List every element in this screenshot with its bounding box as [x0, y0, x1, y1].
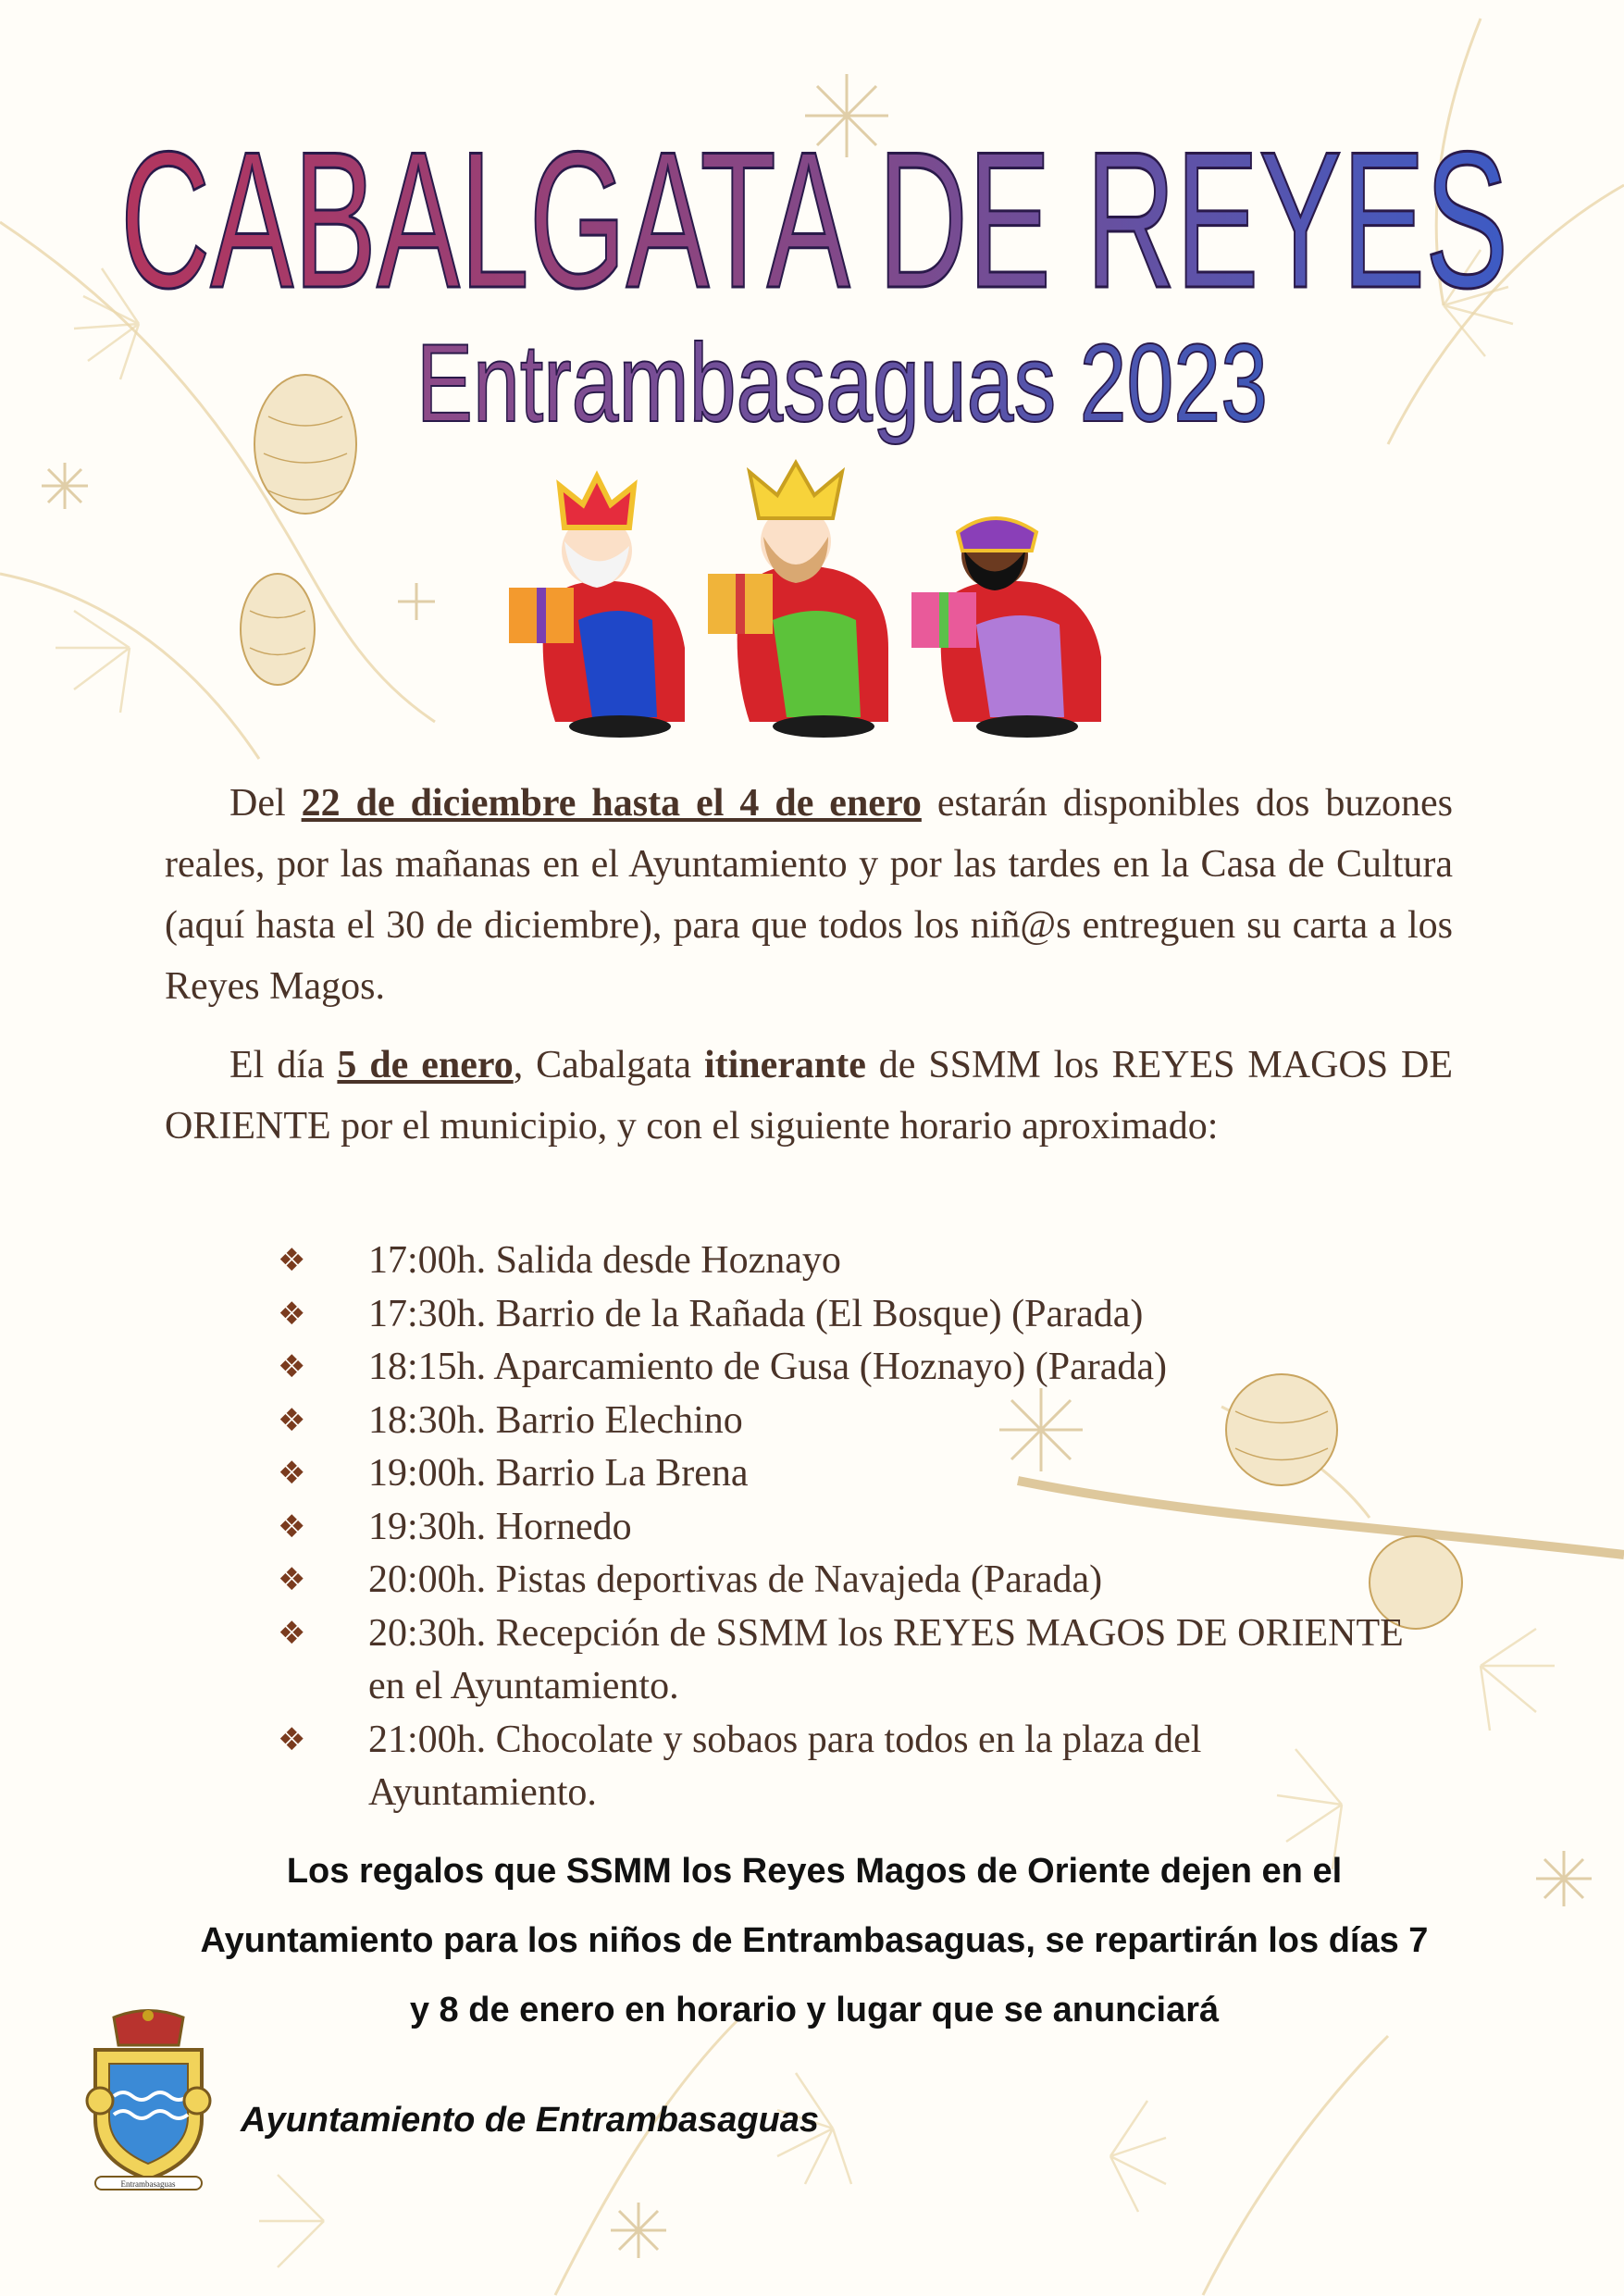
- diamond-bullet-icon: ❖: [278, 1401, 306, 1439]
- diamond-bullet-icon: ❖: [278, 1242, 306, 1279]
- schedule-item: ❖ 17:30h. Barrio de la Rañada (El Bosque) (Parada): [278, 1288, 1434, 1342]
- intro-date-range: 22 de diciembre hasta el 4 de enero: [301, 782, 922, 825]
- intro-paragraph: [165, 773, 1453, 1017]
- diamond-bullet-icon: ❖: [278, 1455, 306, 1492]
- diamond-bullet-icon: ❖: [278, 1508, 306, 1545]
- parade-itinerant: itinerante: [703, 1044, 866, 1086]
- poster-subtitle: [407, 315, 1277, 444]
- poster-title: [102, 65, 1527, 342]
- notice-line-1: Los regalos que SSMM los Reyes Magos de Oriente dejen en el: [286, 1852, 1343, 1891]
- diamond-bullet-icon: ❖: [278, 1348, 306, 1385]
- king-blue: [509, 477, 685, 738]
- municipal-crest-icon: [63, 2008, 234, 2193]
- diamond-bullet-icon: ❖: [278, 1295, 306, 1333]
- schedule-item: ❖ 20:00h. Pistas deportivas de Navajeda (Parada): [278, 1554, 1434, 1607]
- schedule-item: ❖ 17:00h. Salida desde Hoznayo: [278, 1235, 1434, 1288]
- intro-pre: Del: [229, 782, 302, 825]
- parade-pre: El día: [229, 1044, 338, 1086]
- crest-label: Entrambasaguas: [120, 2179, 176, 2189]
- gift-notice: [102, 1837, 1527, 2045]
- schedule-item: ❖ 18:30h. Barrio Elechino: [278, 1395, 1434, 1448]
- schedule-list: [278, 1235, 1434, 1820]
- schedule-item: ❖ 19:00h. Barrio La Brena: [278, 1447, 1434, 1501]
- king-green: [708, 463, 888, 738]
- schedule-item: ❖ 20:30h. Recepción de SSMM los REYES MAGOS DE ORIENTE en el Ayuntamiento.: [278, 1607, 1434, 1714]
- three-kings-illustration: [490, 463, 1157, 740]
- title-text: CABALGATA DE REYES: [120, 111, 1508, 329]
- schedule-item: ❖ 19:30h. Hornedo: [278, 1501, 1434, 1555]
- diamond-bullet-icon: ❖: [278, 1561, 306, 1598]
- notice-line-3: y 8 de enero en horario y lugar que se anunciará: [409, 1991, 1220, 2029]
- diamond-bullet-icon: ❖: [278, 1614, 306, 1652]
- parade-paragraph: [165, 1035, 1453, 1157]
- intro-post: estarán disponibles dos buzones reales, por las mañanas en el Ayuntamiento y por las tardes en la Casa de Cultura (aquí hasta el 30 de diciembre), para que todos los niñ@s entreguen su carta a los Reyes Magos.: [165, 782, 1453, 1008]
- notice-line-2: Ayuntamiento para los niños de Entrambasaguas, se repartirán los días 7: [200, 1921, 1429, 1960]
- parade-date: 5 de enero: [337, 1044, 514, 1086]
- king-purple: [911, 518, 1101, 738]
- schedule-item: ❖ 18:15h. Aparcamiento de Gusa (Hoznayo) (Parada): [278, 1341, 1434, 1395]
- parade-post: de SSMM los REYES MAGOS DE ORIENTE por el municipio, y con el siguiente horario aproximado:: [165, 1044, 1453, 1148]
- subtitle-text: Entrambasaguas 2023: [416, 321, 1268, 445]
- parade-mid: , Cabalgata: [513, 1044, 704, 1086]
- footer-signature: Ayuntamiento de Entrambasaguas: [241, 2101, 820, 2140]
- schedule-item: ❖ 21:00h. Chocolate y sobaos para todos en la plaza del Ayuntamiento.: [278, 1714, 1434, 1820]
- diamond-bullet-icon: ❖: [278, 1720, 306, 1758]
